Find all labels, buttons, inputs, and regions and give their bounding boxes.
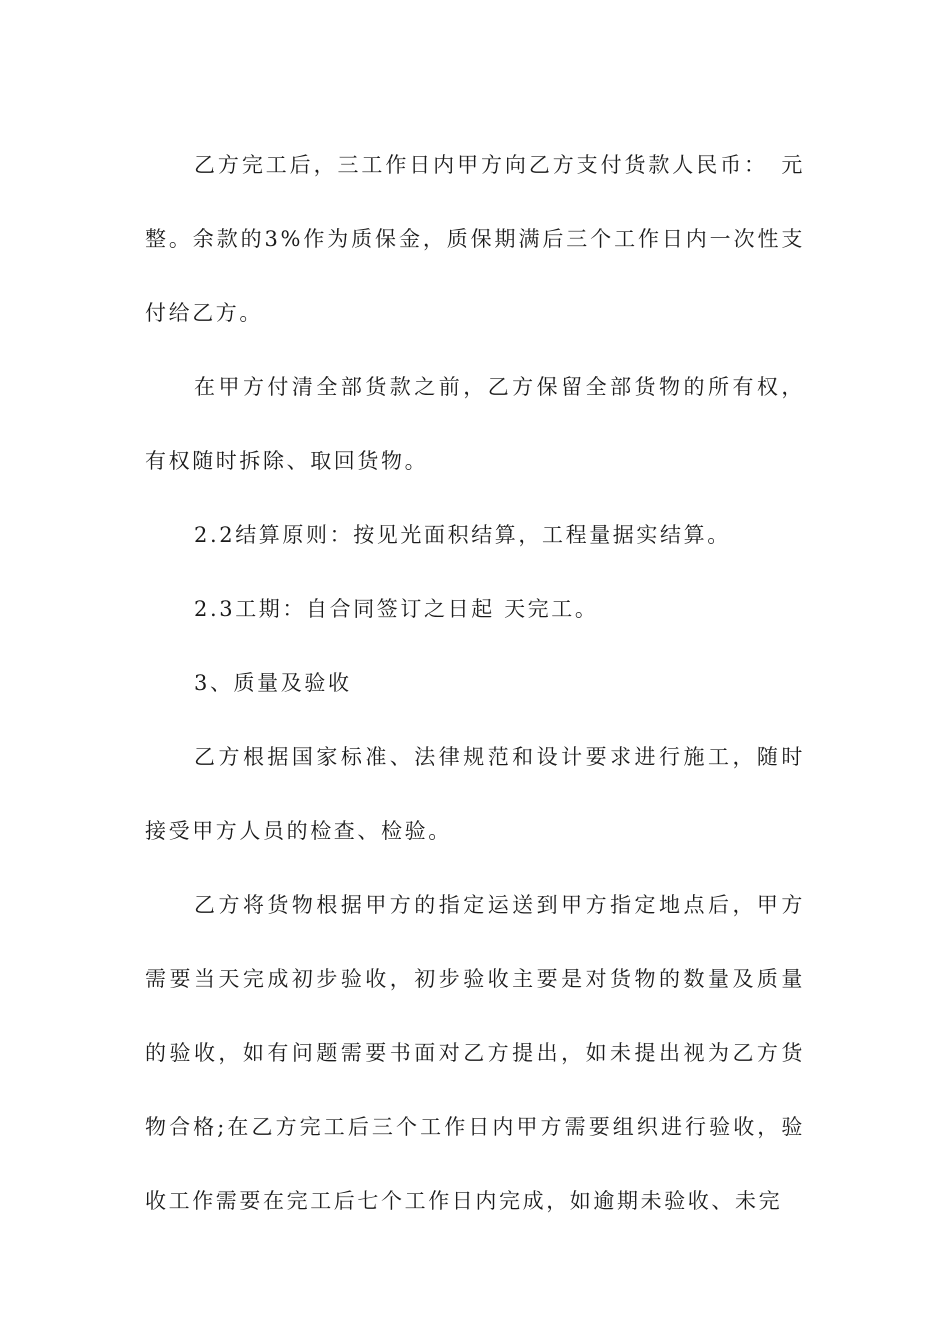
paragraph-payment: 乙方完工后，三工作日内甲方向乙方支付货款人民币： 元整。余款的3%作为质保金，质保期满后三个工作日内一次性支付给乙方。 [145, 153, 805, 325]
section-heading-quality-acceptance: 3、质量及验收 [194, 671, 352, 695]
paragraph-acceptance-procedure: 乙方将货物根据甲方的指定运送到甲方指定地点后，甲方需要当天完成初步验收，初步验收主要是对货物的数量及质量的验收，如有问题需要书面对乙方提出，如未提出视为乙方货物合格;在乙方完工后三个工作日内甲方需要组织进行验收，验收工作需要在完工后七个工作日内完成，如逾期未验收、未完 [145, 893, 805, 1213]
document-body [145, 128, 805, 1238]
paragraph-ownership: 在甲方付清全部货款之前，乙方保留全部货物的所有权，有权随时拆除、取回货物。 [145, 375, 805, 473]
paragraph-settlement-principle: 2.2结算原则：按见光面积结算，工程量据实结算。 [194, 523, 731, 547]
paragraph-construction-standards: 乙方根据国家标准、法律规范和设计要求进行施工，随时接受甲方人员的检查、检验。 [145, 745, 805, 843]
paragraph-construction-period: 2.3工期：自合同签订之日起 天完工。 [194, 597, 599, 621]
